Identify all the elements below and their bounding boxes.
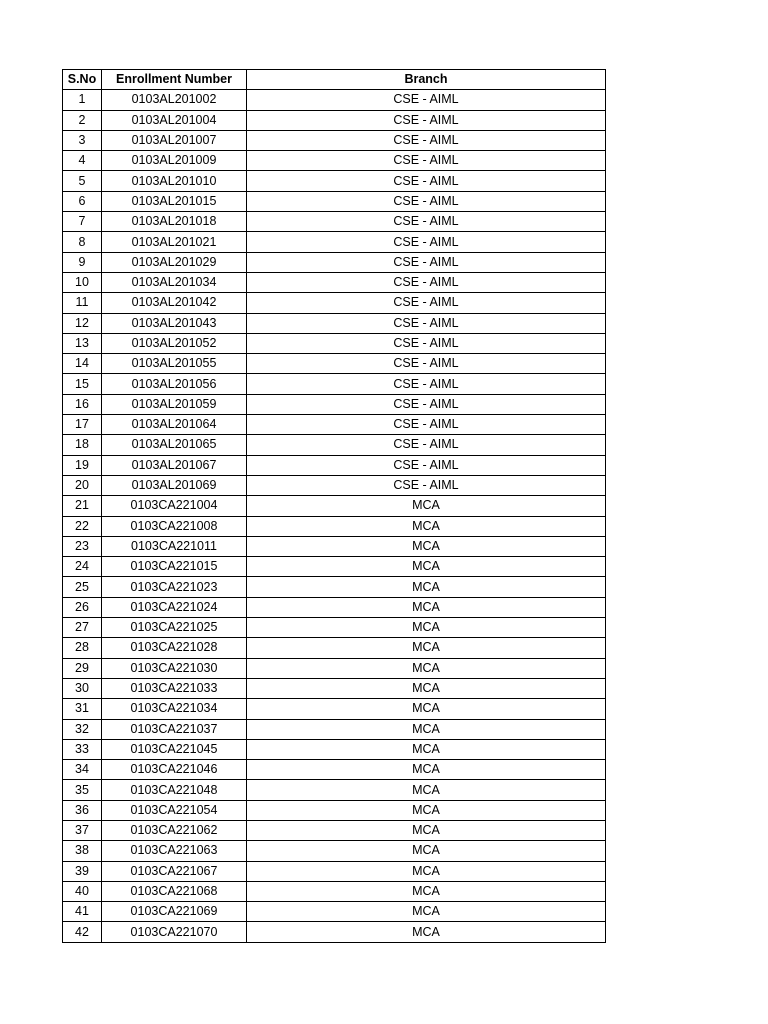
branch-cell: CSE - AIML bbox=[247, 333, 606, 353]
sno-cell: 39 bbox=[63, 861, 102, 881]
table-row bbox=[63, 678, 606, 698]
table-row bbox=[63, 780, 606, 800]
enrollment-number-cell: 0103CA221045 bbox=[102, 739, 247, 759]
sno-cell: 31 bbox=[63, 699, 102, 719]
branch-cell: MCA bbox=[247, 922, 606, 942]
sno-cell: 22 bbox=[63, 516, 102, 536]
branch-cell: MCA bbox=[247, 699, 606, 719]
branch-cell: CSE - AIML bbox=[247, 272, 606, 292]
table-row bbox=[63, 618, 606, 638]
sno-cell: 32 bbox=[63, 719, 102, 739]
table-row bbox=[63, 415, 606, 435]
branch-cell: MCA bbox=[247, 841, 606, 861]
table-row bbox=[63, 577, 606, 597]
sno-cell: 23 bbox=[63, 536, 102, 556]
branch-cell: CSE - AIML bbox=[247, 435, 606, 455]
table-row bbox=[63, 699, 606, 719]
enrollment-number-cell: 0103AL201052 bbox=[102, 333, 247, 353]
table-row bbox=[63, 597, 606, 617]
sno-cell: 19 bbox=[63, 455, 102, 475]
enrollment-number-cell: 0103CA221068 bbox=[102, 881, 247, 901]
branch-cell: CSE - AIML bbox=[247, 191, 606, 211]
enrollment-number-cell: 0103CA221046 bbox=[102, 760, 247, 780]
sno-cell: 34 bbox=[63, 760, 102, 780]
branch-cell: MCA bbox=[247, 800, 606, 820]
enrollment-number-cell: 0103CA221063 bbox=[102, 841, 247, 861]
table-row bbox=[63, 455, 606, 475]
table-row bbox=[63, 232, 606, 252]
enrollment-number-cell: 0103AL201029 bbox=[102, 252, 247, 272]
branch-cell: CSE - AIML bbox=[247, 455, 606, 475]
branch-cell: CSE - AIML bbox=[247, 293, 606, 313]
branch-cell: CSE - AIML bbox=[247, 212, 606, 232]
table-row bbox=[63, 739, 606, 759]
enrollment-number-cell: 0103AL201065 bbox=[102, 435, 247, 455]
enrollment-number-cell: 0103CA221070 bbox=[102, 922, 247, 942]
sno-cell: 15 bbox=[63, 374, 102, 394]
table-row bbox=[63, 435, 606, 455]
enrollment-table bbox=[62, 69, 606, 943]
sno-cell: 21 bbox=[63, 496, 102, 516]
sno-cell: 24 bbox=[63, 557, 102, 577]
branch-cell: CSE - AIML bbox=[247, 313, 606, 333]
branch-cell: MCA bbox=[247, 618, 606, 638]
table-row bbox=[63, 475, 606, 495]
table-row bbox=[63, 313, 606, 333]
sno-cell: 7 bbox=[63, 212, 102, 232]
enrollment-number-cell: 0103CA221034 bbox=[102, 699, 247, 719]
sno-cell: 28 bbox=[63, 638, 102, 658]
table-row bbox=[63, 151, 606, 171]
sno-cell: 26 bbox=[63, 597, 102, 617]
branch-cell: CSE - AIML bbox=[247, 475, 606, 495]
enrollment-number-cell: 0103CA221011 bbox=[102, 536, 247, 556]
table-row bbox=[63, 841, 606, 861]
enrollment-number-cell: 0103AL201018 bbox=[102, 212, 247, 232]
table-row bbox=[63, 394, 606, 414]
sno-cell: 42 bbox=[63, 922, 102, 942]
enrollment-number-cell: 0103CA221025 bbox=[102, 618, 247, 638]
table-row bbox=[63, 922, 606, 942]
enrollment-number-cell: 0103CA221033 bbox=[102, 678, 247, 698]
branch-cell: CSE - AIML bbox=[247, 110, 606, 130]
enrollment-number-cell: 0103AL201069 bbox=[102, 475, 247, 495]
branch-cell: CSE - AIML bbox=[247, 374, 606, 394]
enrollment-number-cell: 0103CA221037 bbox=[102, 719, 247, 739]
table-row bbox=[63, 171, 606, 191]
table-row bbox=[63, 333, 606, 353]
branch-cell: CSE - AIML bbox=[247, 252, 606, 272]
branch-cell: CSE - AIML bbox=[247, 90, 606, 110]
branch-cell: MCA bbox=[247, 739, 606, 759]
branch-cell: MCA bbox=[247, 597, 606, 617]
sno-cell: 30 bbox=[63, 678, 102, 698]
enrollment-number-cell: 0103AL201043 bbox=[102, 313, 247, 333]
branch-cell: MCA bbox=[247, 881, 606, 901]
branch-cell: MCA bbox=[247, 902, 606, 922]
enrollment-number-cell: 0103AL201015 bbox=[102, 191, 247, 211]
enrollment-number-cell: 0103CA221069 bbox=[102, 902, 247, 922]
sno-cell: 16 bbox=[63, 394, 102, 414]
header-branch: Branch bbox=[247, 70, 606, 90]
branch-cell: MCA bbox=[247, 536, 606, 556]
enrollment-number-cell: 0103AL201034 bbox=[102, 272, 247, 292]
sno-cell: 36 bbox=[63, 800, 102, 820]
sno-cell: 25 bbox=[63, 577, 102, 597]
sno-cell: 8 bbox=[63, 232, 102, 252]
enrollment-number-cell: 0103CA221023 bbox=[102, 577, 247, 597]
header-sno: S.No bbox=[63, 70, 102, 90]
enrollment-number-cell: 0103AL201067 bbox=[102, 455, 247, 475]
enrollment-number-cell: 0103CA221008 bbox=[102, 516, 247, 536]
sno-cell: 18 bbox=[63, 435, 102, 455]
sno-cell: 1 bbox=[63, 90, 102, 110]
branch-cell: MCA bbox=[247, 678, 606, 698]
sno-cell: 3 bbox=[63, 130, 102, 150]
enrollment-number-cell: 0103CA221028 bbox=[102, 638, 247, 658]
table-row bbox=[63, 374, 606, 394]
sno-cell: 17 bbox=[63, 415, 102, 435]
branch-cell: CSE - AIML bbox=[247, 130, 606, 150]
branch-cell: MCA bbox=[247, 861, 606, 881]
table-row bbox=[63, 110, 606, 130]
table-row bbox=[63, 496, 606, 516]
document-page bbox=[62, 69, 606, 943]
branch-cell: MCA bbox=[247, 496, 606, 516]
branch-cell: CSE - AIML bbox=[247, 232, 606, 252]
sno-cell: 6 bbox=[63, 191, 102, 211]
sno-cell: 4 bbox=[63, 151, 102, 171]
branch-cell: CSE - AIML bbox=[247, 151, 606, 171]
enrollment-number-cell: 0103CA221024 bbox=[102, 597, 247, 617]
enrollment-number-cell: 0103AL201002 bbox=[102, 90, 247, 110]
sno-cell: 20 bbox=[63, 475, 102, 495]
enrollment-number-cell: 0103AL201064 bbox=[102, 415, 247, 435]
table-body bbox=[63, 90, 606, 942]
table-row bbox=[63, 719, 606, 739]
table-row bbox=[63, 820, 606, 840]
sno-cell: 41 bbox=[63, 902, 102, 922]
table-row bbox=[63, 516, 606, 536]
sno-cell: 13 bbox=[63, 333, 102, 353]
table-row bbox=[63, 902, 606, 922]
sno-cell: 35 bbox=[63, 780, 102, 800]
branch-cell: MCA bbox=[247, 820, 606, 840]
header-enrollment-number: Enrollment Number bbox=[102, 70, 247, 90]
table-row bbox=[63, 130, 606, 150]
enrollment-number-cell: 0103CA221048 bbox=[102, 780, 247, 800]
table-row bbox=[63, 536, 606, 556]
table-row bbox=[63, 90, 606, 110]
enrollment-number-cell: 0103AL201059 bbox=[102, 394, 247, 414]
enrollment-number-cell: 0103CA221015 bbox=[102, 557, 247, 577]
table-header-row bbox=[63, 70, 606, 90]
table-row bbox=[63, 354, 606, 374]
branch-cell: MCA bbox=[247, 577, 606, 597]
branch-cell: CSE - AIML bbox=[247, 171, 606, 191]
table-row bbox=[63, 212, 606, 232]
sno-cell: 5 bbox=[63, 171, 102, 191]
enrollment-number-cell: 0103CA221054 bbox=[102, 800, 247, 820]
enrollment-number-cell: 0103AL201010 bbox=[102, 171, 247, 191]
sno-cell: 14 bbox=[63, 354, 102, 374]
sno-cell: 27 bbox=[63, 618, 102, 638]
table-row bbox=[63, 252, 606, 272]
enrollment-number-cell: 0103CA221030 bbox=[102, 658, 247, 678]
sno-cell: 29 bbox=[63, 658, 102, 678]
branch-cell: MCA bbox=[247, 557, 606, 577]
enrollment-number-cell: 0103AL201009 bbox=[102, 151, 247, 171]
table-row bbox=[63, 800, 606, 820]
branch-cell: CSE - AIML bbox=[247, 394, 606, 414]
table-row bbox=[63, 557, 606, 577]
branch-cell: MCA bbox=[247, 516, 606, 536]
enrollment-number-cell: 0103AL201056 bbox=[102, 374, 247, 394]
enrollment-number-cell: 0103AL201055 bbox=[102, 354, 247, 374]
branch-cell: MCA bbox=[247, 638, 606, 658]
branch-cell: CSE - AIML bbox=[247, 354, 606, 374]
sno-cell: 37 bbox=[63, 820, 102, 840]
branch-cell: MCA bbox=[247, 760, 606, 780]
enrollment-number-cell: 0103AL201007 bbox=[102, 130, 247, 150]
sno-cell: 11 bbox=[63, 293, 102, 313]
sno-cell: 12 bbox=[63, 313, 102, 333]
enrollment-number-cell: 0103CA221067 bbox=[102, 861, 247, 881]
enrollment-number-cell: 0103AL201042 bbox=[102, 293, 247, 313]
table-row bbox=[63, 760, 606, 780]
sno-cell: 40 bbox=[63, 881, 102, 901]
table-row bbox=[63, 638, 606, 658]
table-row bbox=[63, 861, 606, 881]
enrollment-number-cell: 0103AL201021 bbox=[102, 232, 247, 252]
enrollment-number-cell: 0103AL201004 bbox=[102, 110, 247, 130]
branch-cell: CSE - AIML bbox=[247, 415, 606, 435]
branch-cell: MCA bbox=[247, 780, 606, 800]
table-row bbox=[63, 881, 606, 901]
enrollment-number-cell: 0103CA221004 bbox=[102, 496, 247, 516]
branch-cell: MCA bbox=[247, 719, 606, 739]
sno-cell: 38 bbox=[63, 841, 102, 861]
table-row bbox=[63, 272, 606, 292]
enrollment-number-cell: 0103CA221062 bbox=[102, 820, 247, 840]
sno-cell: 2 bbox=[63, 110, 102, 130]
table-row bbox=[63, 658, 606, 678]
table-row bbox=[63, 191, 606, 211]
sno-cell: 33 bbox=[63, 739, 102, 759]
branch-cell: MCA bbox=[247, 658, 606, 678]
sno-cell: 10 bbox=[63, 272, 102, 292]
table-row bbox=[63, 293, 606, 313]
sno-cell: 9 bbox=[63, 252, 102, 272]
